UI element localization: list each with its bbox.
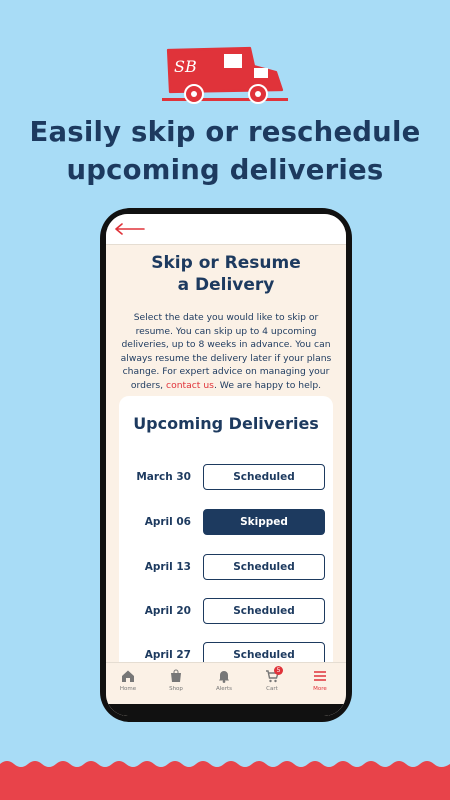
top-bar-divider (106, 244, 346, 245)
cart-count-badge: 5 (274, 666, 283, 675)
back-arrow-icon[interactable] (114, 222, 146, 236)
intro-text-body: Select the date you would like to skip or resume. You can skip up to 4 upcoming deliveries, up to 8 weeks in advance. You can always resume the delivery later if your plans change. For expert advice on managing your orders, (120, 312, 332, 391)
intro-text-end: . We are happy to help. (213, 379, 322, 391)
tab-cart[interactable] (252, 669, 292, 692)
menu-icon (313, 669, 327, 683)
delivery-truck-logo (158, 38, 292, 110)
shop-icon (169, 669, 183, 683)
status-button[interactable]: Scheduled (203, 642, 325, 668)
status-button[interactable]: Scheduled (203, 464, 325, 490)
delivery-row (119, 509, 333, 537)
delivery-date: April 20 (144, 605, 191, 617)
delivery-date: March 30 (136, 471, 191, 483)
tab-label: Home (119, 686, 137, 692)
delivery-date: April 06 (144, 516, 191, 528)
tab-alerts[interactable] (204, 669, 244, 692)
tab-label: More (313, 686, 327, 692)
page-title (106, 252, 346, 296)
home-icon (121, 669, 135, 683)
delivery-row (119, 464, 333, 492)
logo-monogram: SB (174, 57, 197, 76)
tab-label: Cart (266, 686, 278, 692)
phone-screen (106, 214, 346, 716)
phone-mockup (100, 208, 352, 722)
tab-more[interactable] (300, 669, 340, 692)
delivery-row (119, 598, 333, 626)
card-title: Upcoming Deliveries (133, 414, 319, 433)
page-title-line-2: a Delivery (177, 275, 275, 295)
tab-home[interactable] (108, 669, 148, 692)
intro-text (114, 311, 338, 393)
home-indicator-strip (106, 704, 346, 716)
page-title-line-1: Skip or Resume (151, 253, 301, 273)
headline-line-2: upcoming deliveries (66, 154, 384, 186)
upcoming-deliveries-card (119, 396, 333, 696)
tab-label: Alerts (216, 686, 232, 692)
headline-line-1: Easily skip or reschedule (29, 116, 421, 148)
delivery-date: April 13 (144, 561, 191, 573)
headline (0, 113, 450, 189)
bell-icon (217, 669, 231, 683)
tab-label: Shop (169, 686, 183, 692)
contact-us-link[interactable]: contact us (166, 379, 214, 391)
status-button[interactable]: Scheduled (203, 554, 325, 580)
status-button[interactable]: Skipped (203, 509, 325, 535)
delivery-date: April 27 (144, 649, 191, 661)
tab-shop[interactable] (156, 669, 196, 692)
top-bar (106, 214, 346, 244)
delivery-row (119, 554, 333, 582)
status-button[interactable]: Scheduled (203, 598, 325, 624)
bottom-wave-decoration (0, 752, 450, 800)
